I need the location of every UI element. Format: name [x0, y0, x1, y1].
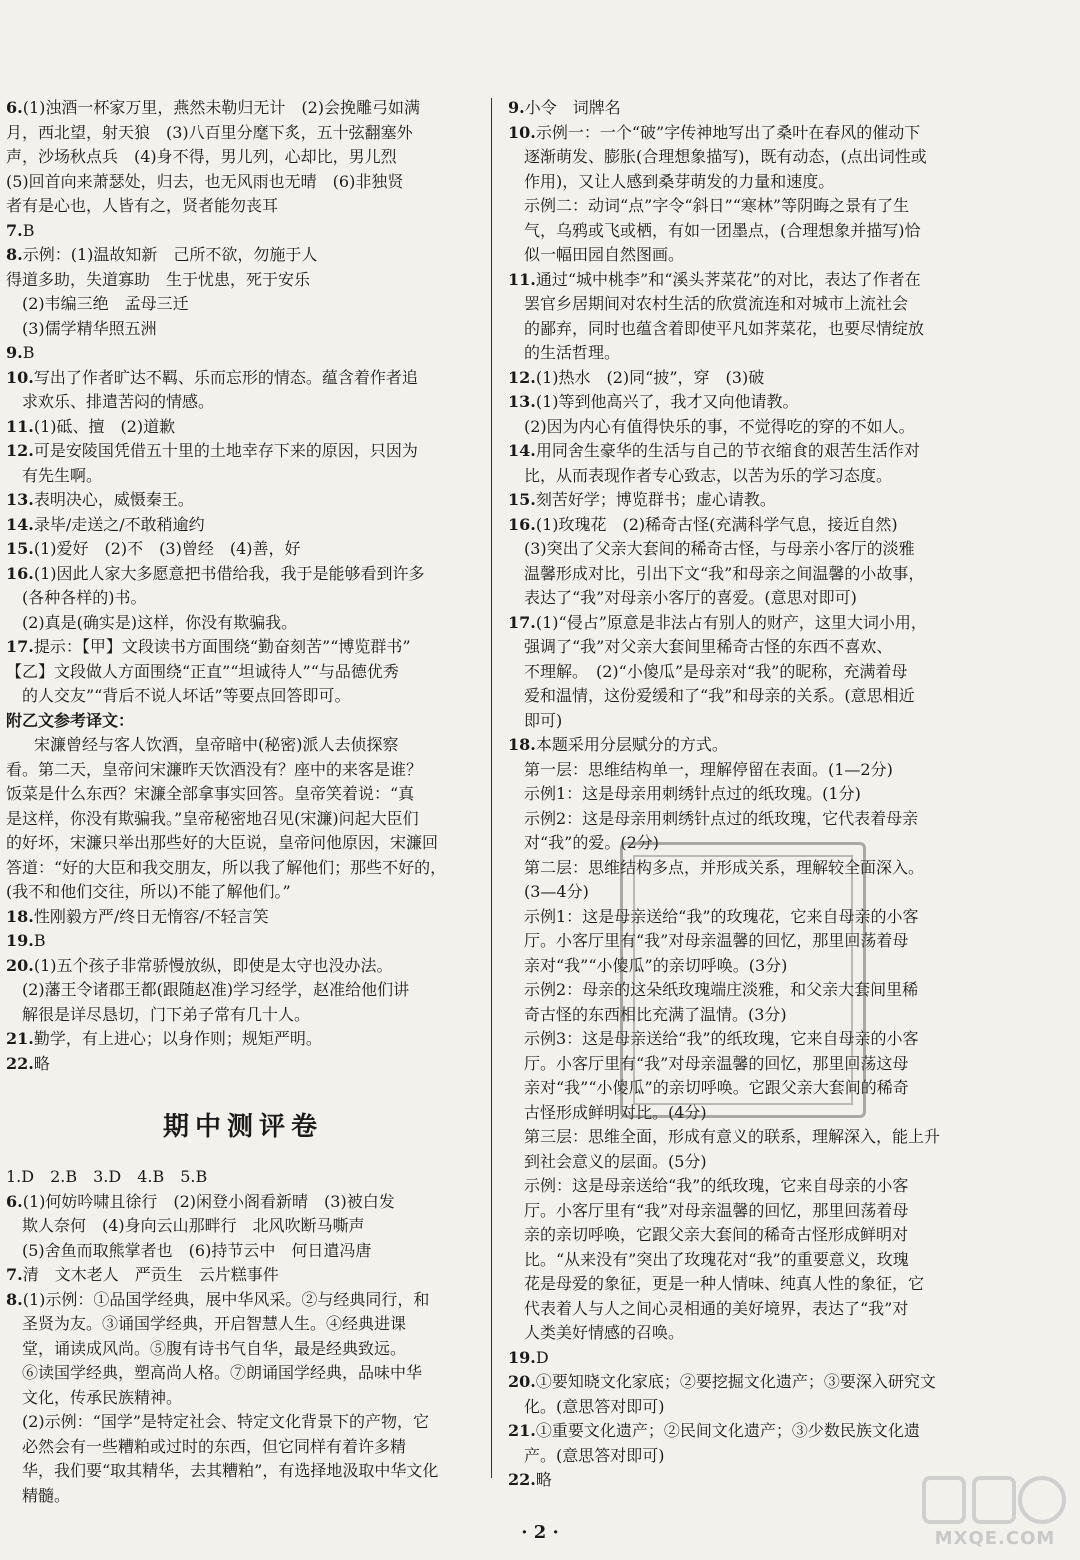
- answer-line: [6, 268, 480, 293]
- answer-text: 精髓。: [22, 1485, 71, 1505]
- answer-text: 亲对“我”“小傻瓜”的亲切呼唤。(3分): [524, 955, 788, 975]
- answer-text: 堂，诵读成风尚。⑤腹有诗书气自华，最是经典致远。: [22, 1338, 407, 1358]
- answer-text: 奇古怪的东西相比充满了温情。(3分): [524, 1004, 787, 1024]
- answer-line: [6, 1337, 480, 1362]
- answer-text: 温馨形成对比，引出下文“我”和母亲之间温馨的小故事，: [524, 563, 925, 583]
- answer-line: [6, 145, 480, 170]
- question-number: 18.: [6, 906, 34, 926]
- answer-line: [6, 1003, 480, 1028]
- answer-line: [6, 929, 480, 954]
- question-number: 6.: [6, 98, 23, 117]
- answer-text: (3)儒学精华照五洲: [22, 318, 157, 338]
- answer-line: [6, 1214, 480, 1239]
- answer-line: [508, 1395, 968, 1420]
- answer-text: 【乙】文段做人方面围绕“正直”“坦诚待人”“与品德优秀: [6, 661, 399, 681]
- answer-text: ⑥读国学经典，塑高尚人格。⑦朗诵国学经典，品味中华: [22, 1363, 423, 1382]
- translation-line: (我不和他们交往，所以)不能了解他们。”: [6, 882, 291, 901]
- answer-text: 比。“从来没有”突出了玫瑰花对“我”的重要意义，玫瑰: [524, 1249, 909, 1269]
- answer-line: [6, 537, 480, 562]
- answer-text: 示例1：这是母亲送给“我”的玫瑰花，它来自母亲的小客: [524, 906, 919, 926]
- question-number: 10.: [6, 367, 34, 387]
- answer-text: 不理解。 (2)“小傻瓜”是母亲对“我”的昵称，充满着母: [524, 661, 908, 681]
- answer-line: [6, 905, 480, 930]
- answer-line: [508, 537, 968, 562]
- answer-text: 欺人奈何 (4)身向云山那畔行 北风吹断马嘶声: [22, 1216, 365, 1235]
- answer-text: 1.D 2.B 3.D 4.B 5.B: [6, 1167, 208, 1186]
- answer-text: 声，沙场秋点兵 (4)身不得，男儿列，心却比，男儿烈: [6, 147, 397, 166]
- answer-text: 比，从而表现作者专心致志，以苦为乐的学习态度。: [524, 465, 893, 485]
- answer-line: [508, 1370, 968, 1395]
- answer-line: [508, 1272, 968, 1297]
- question-number: 20.: [508, 1372, 536, 1391]
- answer-text: (1)“侵占”原意是非法占有别人的财产，这里大词小用，: [535, 612, 927, 632]
- answer-line: [508, 1346, 968, 1371]
- appendix-title: 附乙文参考译文：: [6, 710, 135, 730]
- answer-line: [508, 660, 968, 685]
- answer-text: (1)等到他高兴了，我才又向他请教。: [535, 392, 799, 411]
- answer-text: B: [22, 220, 35, 240]
- answer-line: [6, 96, 480, 121]
- question-number: 22.: [508, 1470, 536, 1489]
- answer-line: [508, 268, 968, 293]
- answer-line: [6, 1288, 480, 1313]
- question-number: 7.: [6, 220, 23, 240]
- answer-text: 表达了“我”对母亲小客厅的喜爱。(意思对即可): [524, 588, 857, 607]
- answer-line: [6, 170, 480, 195]
- answer-line: [6, 1312, 480, 1337]
- appendix-translation: [6, 733, 480, 905]
- answer-line: [508, 1321, 968, 1346]
- answer-line: [508, 415, 968, 440]
- answer-line: [6, 464, 480, 489]
- answer-text: 的人交友”“背后不说人坏话”等要点回答即可。: [22, 686, 351, 705]
- answer-text: 小令 词牌名: [524, 98, 621, 117]
- translation-line: 的好坏，宋濂只举出那些好的大臣说，皇帝问他原因，宋濂回: [6, 833, 439, 852]
- question-number: 6.: [6, 1191, 23, 1211]
- answer-text: 逐渐萌发、膨胀(合理想象描写)，既有动态，(点出词性或: [524, 147, 927, 166]
- answer-text: 略: [535, 1470, 552, 1489]
- question-number: 22.: [6, 1053, 34, 1073]
- answer-line: [6, 415, 480, 440]
- answer-text: 人类美好情感的召唤。: [524, 1323, 685, 1342]
- answer-text: 产。(意思答对即可): [524, 1445, 665, 1465]
- answer-text: 古怪形成鲜明对比。(4分): [524, 1102, 707, 1122]
- answer-text: 花是母爱的象征，更是一种人情味、纯真人性的象征，它: [524, 1274, 925, 1293]
- answer-text: D: [535, 1347, 549, 1367]
- answer-line: [508, 1297, 968, 1322]
- answer-line: [508, 1223, 968, 1248]
- answer-text: 示例2：母亲的这朵纸玫瑰端庄淡雅，和父亲大套间里稀: [524, 980, 919, 999]
- question-number: 12.: [6, 441, 34, 460]
- watermark-url: MXQE.COM: [934, 1528, 1056, 1549]
- answer-line: [6, 1239, 480, 1264]
- answer-line: [508, 1444, 968, 1469]
- answer-line: [508, 1468, 968, 1493]
- question-number: 18.: [508, 735, 536, 754]
- answer-text: 解很是详尽恳切，门下弟子常有几十人。: [22, 1004, 311, 1024]
- stamp-seal: [620, 842, 866, 1118]
- answer-text: 录毕/走送之/不敢稍逾约: [33, 514, 205, 534]
- answer-line: [6, 684, 480, 709]
- question-number: 8.: [6, 245, 23, 264]
- answer-line: [6, 1361, 480, 1386]
- column-divider: [491, 98, 492, 1478]
- question-number: 13.: [508, 392, 536, 411]
- answer-line: [508, 1174, 968, 1199]
- question-number: 7.: [6, 1265, 23, 1284]
- answer-line: [6, 1027, 480, 1052]
- answer-line: [508, 1199, 968, 1224]
- right-column: [508, 96, 968, 1493]
- answer-text: (2)藩王令诸郡王都(跟随赵准)学习经学，赵准给他们讲: [22, 980, 410, 999]
- answer-text: 有先生啊。: [22, 465, 103, 485]
- answer-text: (1)示例：①品国学经典，展中华风采。②与经典同行，和: [22, 1289, 430, 1309]
- question-number: 20.: [6, 955, 34, 975]
- answer-text: (2)因为内心有值得快乐的事，不觉得吃的穿的不如人。: [524, 416, 915, 436]
- section-title: 期中测评卷: [162, 1112, 323, 1142]
- answer-line: [6, 954, 480, 979]
- question-number: 16.: [6, 563, 34, 583]
- right-answers: [508, 96, 968, 1493]
- question-number: 16.: [508, 514, 536, 534]
- answer-line: [508, 1419, 968, 1444]
- answer-line: [6, 488, 480, 513]
- question-number: 17.: [508, 612, 536, 632]
- answer-text: (1)砥、擅 (2)道歉: [33, 416, 176, 436]
- answer-line: [508, 390, 968, 415]
- answer-line: [508, 611, 968, 636]
- answer-text: (3)突出了父亲大套间的稀奇古怪，与母亲小客厅的淡雅: [524, 539, 915, 558]
- answer-line: [6, 219, 480, 244]
- question-number: 21.: [6, 1029, 34, 1048]
- answer-text: 强调了“我”对父亲大套间里稀奇古怪的东西不喜欢、: [524, 637, 893, 656]
- answer-line: [508, 464, 968, 489]
- question-number: 15.: [6, 539, 34, 558]
- answer-line: [508, 1125, 968, 1150]
- answer-line: [6, 1459, 480, 1484]
- answer-text: 对“我”的爱。(2分): [524, 833, 660, 852]
- question-number: 19.: [508, 1347, 536, 1367]
- answer-line: [508, 758, 968, 783]
- answer-line: [508, 194, 968, 219]
- answer-text: 第一层：思维结构单一，理解停留在表面。(1—2分): [524, 759, 893, 779]
- question-number: 17.: [6, 637, 34, 656]
- answer-line: [508, 586, 968, 611]
- answer-text: B: [33, 931, 46, 950]
- answer-text: 厅。小客厅里有“我”对母亲温馨的回忆，那里回荡着母: [524, 931, 909, 950]
- question-number: 10.: [508, 122, 536, 142]
- answer-text: 提示：【甲】文段读书方面围绕“勤奋刻苦”“博览群书”: [33, 637, 411, 656]
- answer-text: 者有是心也，人皆有之，贤者能勿丧耳: [6, 196, 279, 215]
- answer-text: 亲的亲切呼唤，它跟父亲大套间的稀奇古怪形成鲜明对: [524, 1225, 909, 1244]
- answer-text: 即可): [524, 710, 563, 730]
- answer-text: 文化，传承民族精神。: [22, 1387, 183, 1407]
- answer-text: 勤学，有上进心；以身作则；规矩严明。: [33, 1029, 322, 1048]
- answer-line: [6, 292, 480, 317]
- answer-text: 示例：这是母亲送给“我”的纸玫瑰，它来自母亲的小客: [524, 1176, 909, 1195]
- watermark-logo-icon: [920, 1472, 1070, 1528]
- answer-line: [6, 366, 480, 391]
- answer-text: ①重要文化遗产；②民间文化遗产；③少数民族文化遗: [535, 1421, 920, 1440]
- answer-text: (1)五个孩子非常骄慢放纵，即使是太守也没办法。: [33, 955, 393, 975]
- answer-line: [6, 978, 480, 1003]
- answer-line: [508, 121, 968, 146]
- answer-text: 可是安陵国凭借五十里的土地幸存下来的原因，只因为: [33, 441, 418, 460]
- answer-line: [6, 586, 480, 611]
- answer-text: 第二层：思维结构多点，并形成关系，理解较全面深入。: [524, 857, 925, 877]
- answer-text: 到社会意义的层面。(5分): [524, 1151, 707, 1171]
- answer-line: [6, 390, 480, 415]
- answer-text: 必然会有一些糟粕或过时的东西，但它同样有着许多精: [22, 1436, 407, 1456]
- answer-line: [6, 660, 480, 685]
- question-number: 19.: [6, 931, 34, 950]
- answer-line: [6, 513, 480, 538]
- answer-line: [508, 1150, 968, 1175]
- answer-line: [508, 366, 968, 391]
- page-number: · 2 ·: [521, 1522, 559, 1543]
- answer-text: 华，我们要“取其精华，去其糟粕”，有选择地汲取中华文化: [22, 1461, 439, 1480]
- answer-line: [508, 807, 968, 832]
- translation-line: 看。第二天，皇帝问宋濂昨天饮酒没有？座中的来客是谁？: [6, 759, 423, 779]
- answer-text: (2)示例：“国学”是特定社会、特定文化背景下的产物，它: [22, 1412, 430, 1431]
- answer-text: (1)因此人家大多愿意把书借给我，我于是能够看到许多: [33, 563, 425, 583]
- question-number: 13.: [6, 490, 34, 509]
- answer-line: [6, 1190, 480, 1215]
- answer-text: 代表着人与人之间心灵相通的美好境界，表达了“我”对: [524, 1298, 909, 1318]
- answer-text: (1)玫瑰花 (2)稀奇古怪(充满科学气息，接近自然): [535, 514, 898, 534]
- midterm-answers: [6, 1165, 480, 1508]
- answer-text: ①要知晓文化家底；②要挖掘文化遗产；③要深入研究文: [535, 1372, 936, 1391]
- answer-text: 示例1：这是母亲用刺绣针点过的纸玫瑰。(1分): [524, 784, 861, 803]
- answer-line: [6, 194, 480, 219]
- answer-line: [6, 243, 480, 268]
- answer-text: 示例3：这是母亲送给“我”的纸玫瑰，它来自母亲的小客: [524, 1029, 919, 1048]
- answer-line: [508, 145, 968, 170]
- left-column: [6, 96, 480, 1508]
- answer-text: (各种各样的)书。: [22, 588, 147, 607]
- answer-text: 月，西北望，射天狼 (3)八百里分麾下炙，五十弦翻塞外: [6, 122, 413, 142]
- answer-line: [508, 219, 968, 244]
- answer-text: (5)舍鱼而取熊掌者也 (6)持节云中 何日遣冯唐: [22, 1240, 372, 1260]
- question-number: 21.: [508, 1421, 536, 1440]
- answer-text: 厅。小客厅里有“我”对母亲温馨的回忆，那里回荡这母: [524, 1053, 909, 1073]
- answer-text: 罢官乡居期间对农村生活的欣赏流连和对城市上流社会: [524, 294, 909, 313]
- answer-line: [6, 1435, 480, 1460]
- answer-text: (1)热水 (2)同“披”，穿 (3)破: [535, 367, 765, 387]
- question-number: 9.: [6, 343, 23, 362]
- answer-line: [508, 488, 968, 513]
- answer-line: [6, 121, 480, 146]
- answer-line: [6, 635, 480, 660]
- answer-line: [508, 292, 968, 317]
- question-number: 14.: [6, 514, 34, 534]
- answer-text: (1)浊酒一杯家万里，燕然未勒归无计 (2)会挽雕弓如满: [22, 98, 421, 117]
- answer-text: 得道多助，失道寡助 生于忧患，死于安乐: [6, 269, 311, 289]
- answer-line: [508, 562, 968, 587]
- answer-line: [508, 341, 968, 366]
- answer-line: [508, 96, 968, 121]
- answer-line: [508, 709, 968, 734]
- answer-text: 示例一：一个“破”字传神地写出了桑叶在春风的催动下: [535, 122, 921, 142]
- answer-line: [508, 243, 968, 268]
- question-number: 12.: [508, 367, 536, 387]
- answer-text: 作用)，又让人感到桑芽萌发的力量和速度。: [524, 171, 835, 191]
- answer-line: [508, 317, 968, 342]
- answer-text: 气，乌鸦或飞或栖，有如一团墨点，(合理想象并描写)恰: [524, 220, 921, 240]
- question-number: 9.: [508, 98, 525, 117]
- answer-text: (2)真是(确实是)这样，你没有欺骗我。: [22, 612, 298, 632]
- answer-line: [6, 439, 480, 464]
- answer-text: (5)回首向来萧瑟处，归去，也无风雨也无晴 (6)非独贤: [6, 171, 404, 191]
- answer-line: [508, 782, 968, 807]
- answer-line: [6, 611, 480, 636]
- question-number: 15.: [508, 490, 536, 509]
- left-answers-part1: [6, 96, 480, 709]
- answer-text: 刻苦好学；博览群书；虚心请教。: [535, 490, 776, 509]
- answer-text: (1)何妨吟啸且徐行 (2)闲登小阁看新晴 (3)被白发: [22, 1191, 395, 1211]
- answer-line: [6, 562, 480, 587]
- answer-line: [6, 1484, 480, 1509]
- answer-line: [6, 317, 480, 342]
- answer-text: (3—4分): [524, 882, 589, 901]
- question-number: 11.: [6, 416, 34, 436]
- answer-text: 通过“城中桃李”和“溪头荠菜花”的对比，表达了作者在: [535, 269, 921, 289]
- answer-text: 的生活哲理。: [524, 343, 621, 362]
- question-number: 14.: [508, 441, 536, 460]
- answer-line: [508, 635, 968, 660]
- answer-text: (1)爱好 (2)不 (3)曾经 (4)善，好: [33, 539, 301, 558]
- answer-text: 第三层：思维全面，形成有意义的联系，理解深入，能上升: [524, 1127, 941, 1146]
- answer-line: [6, 1052, 480, 1077]
- answer-line: [508, 1248, 968, 1273]
- answer-text: 清 文木老人 严贡生 云片糕事件: [22, 1265, 279, 1284]
- answer-text: 表明决心，威慑秦王。: [33, 490, 194, 509]
- translation-line: 饭菜是什么东西？宋濂全部拿事实回答。皇帝笑着说：“真: [6, 784, 415, 803]
- answer-text: 写出了作者旷达不羁、乐而忘形的情态。蕴含着作者追: [33, 367, 418, 387]
- answer-text: 示例2：这是母亲用刺绣针点过的纸玫瑰，它代表着母亲: [524, 808, 919, 828]
- translation-line: 宋濂曾经与客人饮酒，皇帝暗中(秘密)派人去侦探察: [34, 735, 399, 754]
- answer-line: [508, 684, 968, 709]
- answer-line: [6, 1263, 480, 1288]
- answer-line: [6, 1410, 480, 1435]
- answer-text: 似一幅田园自然图画。: [524, 245, 685, 264]
- answer-line: [6, 1386, 480, 1411]
- translation-line: 是这样，你没有欺骗我。”皇帝秘密地召见(宋濂)问起大臣们: [6, 808, 419, 828]
- answer-line: [6, 1165, 480, 1190]
- answer-text: 性刚毅方严/终日无惰容/不轻言笑: [33, 906, 269, 926]
- answer-text: 的鄙弃，同时也蕴含着即使平凡如荠菜花，也要尽情绽放: [524, 318, 925, 338]
- answer-line: [508, 439, 968, 464]
- answer-text: 化。(意思答对即可): [524, 1396, 665, 1416]
- site-watermark: [920, 1472, 1070, 1552]
- answer-text: 示例：(1)温故知新 己所不欲，勿施于人: [22, 245, 318, 264]
- answer-line: [508, 513, 968, 538]
- answer-text: 求欢乐、排遣苦闷的情感。: [22, 392, 215, 411]
- question-number: 11.: [508, 269, 536, 289]
- answer-line: [6, 341, 480, 366]
- translation-line: 答道：“好的大臣和我交朋友，所以我了解他们；那些不好的，: [6, 857, 447, 877]
- answer-line: [508, 733, 968, 758]
- question-number: 8.: [6, 1289, 23, 1309]
- answer-line: [508, 170, 968, 195]
- answer-text: 厅。小客厅里有“我”对母亲温馨的回忆，那里回荡着母: [524, 1200, 909, 1220]
- answer-text: 用同舍生豪华的生活与自己的节衣缩食的艰苦生活作对: [535, 441, 920, 460]
- answer-text: B: [22, 343, 35, 362]
- left-answers-part2: [6, 905, 480, 1077]
- answer-text: (2)韦编三绝 孟母三迁: [22, 294, 189, 313]
- answer-text: 本题采用分层赋分的方式。: [535, 735, 728, 754]
- answer-text: 爱和温情，这份爱缓和了“我”和母亲的关系。(意思相近: [524, 686, 915, 705]
- answer-text: 亲对“我”“小傻瓜”的亲切呼唤。它跟父亲大套间的稀奇: [524, 1078, 909, 1097]
- answer-text: 略: [33, 1053, 50, 1073]
- answer-text: 圣贤为友。③诵国学经典，开启智慧人生。④经典进课: [22, 1314, 407, 1333]
- answer-text: 示例二：动词“点”字令“斜日”“寒林”等阴晦之景有了生: [524, 196, 910, 215]
